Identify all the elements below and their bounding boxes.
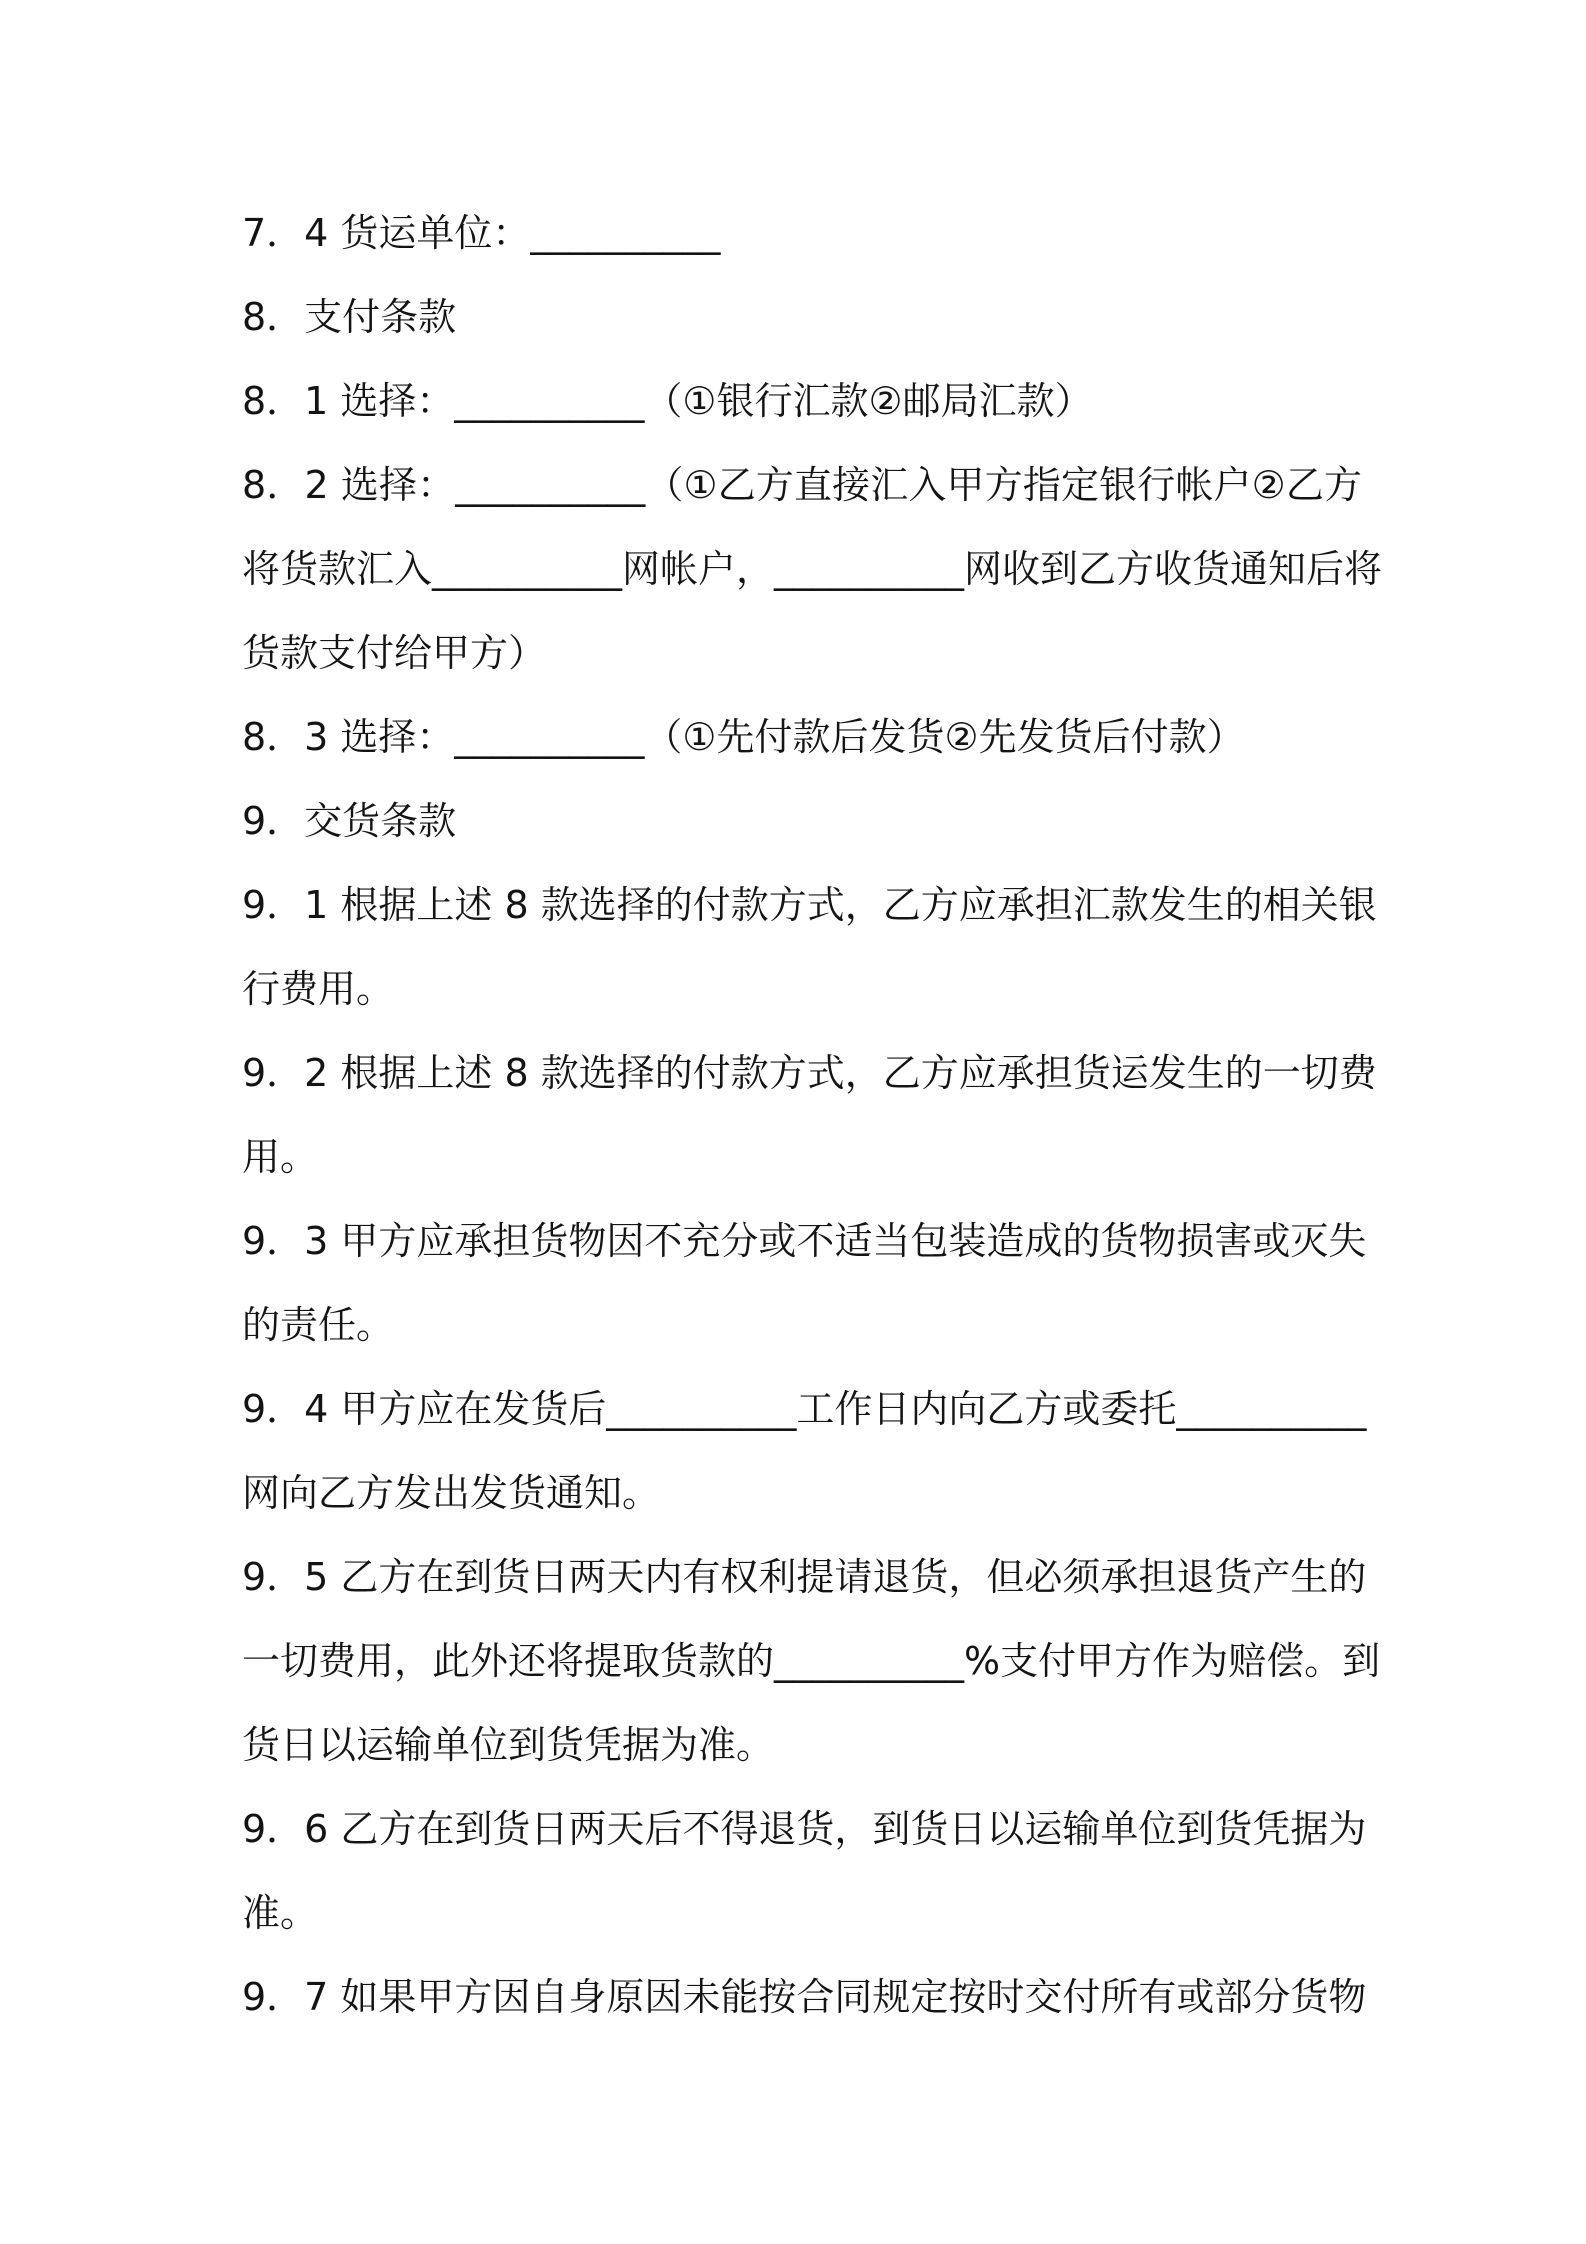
section-9-heading: 9．交货条款 xyxy=(242,799,457,843)
clause-8-2-line-3: 货款支付给甲方） xyxy=(242,631,547,675)
clause-9-4-line-1: 9．4 甲方应在发货后__________工作日内向乙方或委托__________ xyxy=(242,1387,1367,1431)
clause-9-2-line-1: 9．2 根据上述 8 款选择的付款方式，乙方应承担货运发生的一切费 xyxy=(242,1051,1377,1095)
clause-9-4-line-2: 网向乙方发出发货通知。 xyxy=(242,1471,661,1515)
clause-9-7-line-1: 9．7 如果甲方因自身原因未能按合同规定按时交付所有或部分货物 xyxy=(242,1975,1367,2019)
clause-8-2-line-1: 8．2 选择：__________（①乙方直接汇入甲方指定银行帐户②乙方 xyxy=(242,463,1362,507)
clause-8-1: 8．1 选择：__________（①银行汇款②邮局汇款） xyxy=(242,379,1093,423)
clause-9-1-line-2: 行费用。 xyxy=(242,967,395,1011)
clause-9-5-line-1: 9．5 乙方在到货日两天内有权利提请退货，但必须承担退货产生的 xyxy=(242,1555,1367,1599)
clause-9-5-line-2: 一切费用，此外还将提取货款的__________%支付甲方作为赔偿。到 xyxy=(242,1639,1381,1683)
clause-8-2-line-2: 将货款汇入__________网帐户，__________网收到乙方收货通知后将 xyxy=(242,547,1383,591)
contract-text xyxy=(242,191,1383,2039)
clause-9-3-line-2: 的责任。 xyxy=(242,1303,395,1347)
clause-9-2-line-2: 用。 xyxy=(242,1135,319,1179)
clause-9-1-line-1: 9．1 根据上述 8 款选择的付款方式，乙方应承担汇款发生的相关银 xyxy=(242,883,1377,927)
clause-9-6-line-2: 准。 xyxy=(242,1891,319,1935)
clause-9-6-line-1: 9．6 乙方在到货日两天后不得退货，到货日以运输单位到货凭据为 xyxy=(242,1807,1367,1851)
clause-7-4: 7．4 货运单位：__________ xyxy=(242,211,721,255)
clause-9-3-line-1: 9．3 甲方应承担货物因不充分或不适当包装造成的货物损害或灭失 xyxy=(242,1219,1367,1263)
section-8-heading: 8．支付条款 xyxy=(242,295,457,339)
clause-8-3: 8．3 选择：__________（①先付款后发货②先发货后付款） xyxy=(242,715,1245,759)
clause-9-5-line-3: 货日以运输单位到货凭据为准。 xyxy=(242,1723,775,1767)
